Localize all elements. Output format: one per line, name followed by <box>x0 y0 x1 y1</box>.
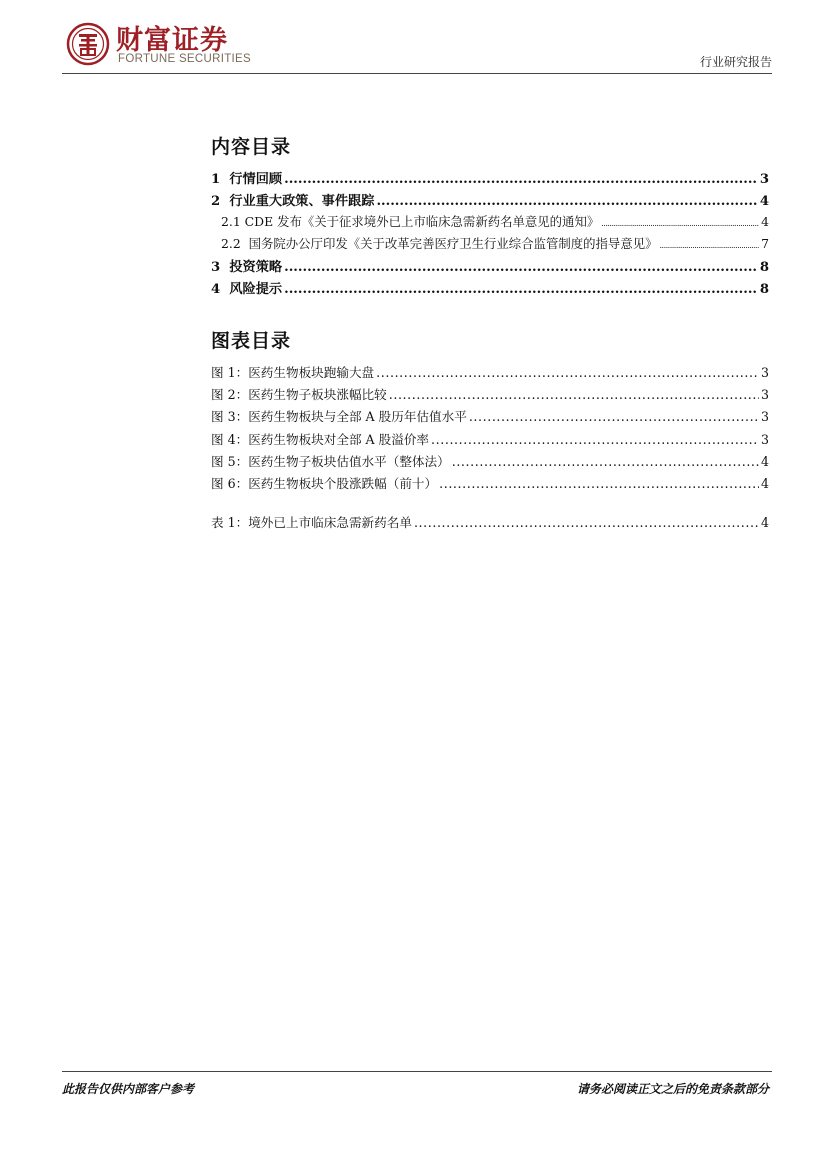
figure-title: 图 1：医药生物板块跑输大盘 <box>211 365 375 380</box>
figure-title: 图 3：医药生物板块与全部 A 股历年估值水平 <box>211 409 467 425</box>
toc-leader <box>660 241 760 250</box>
figure-page: 4 <box>760 453 769 469</box>
footer-divider <box>62 1071 772 1072</box>
figures-list <box>211 362 769 495</box>
figure-title: 图 2：医药生物子板块涨幅比较 <box>211 387 387 403</box>
contents-list <box>211 168 769 300</box>
figure-leader <box>389 387 759 402</box>
toc-entry[interactable] <box>211 278 769 300</box>
logo-english-name: FORTUNE SECURITIES <box>118 53 251 65</box>
table-page: 4 <box>760 515 769 530</box>
table-title: 表 1：境外已上市临床急需新药名单 <box>211 515 412 530</box>
footer-disclaimer-left: 此报告仅供内部客户参考 <box>62 1082 195 1096</box>
header-divider <box>62 73 772 74</box>
figure-entry[interactable] <box>211 473 769 495</box>
figure-entry[interactable] <box>211 406 769 428</box>
figure-title: 图 6：医药生物板块个股涨跌幅（前十） <box>211 475 438 491</box>
figure-title: 图 4：医药生物板块对全部 A 股溢价率 <box>211 431 430 447</box>
figure-page: 3 <box>760 431 769 447</box>
figure-page: 3 <box>760 365 769 380</box>
toc-title: 投资策略 <box>229 260 283 275</box>
toc-leader <box>284 282 758 297</box>
toc-entry[interactable] <box>211 256 769 278</box>
figure-entry[interactable] <box>211 362 769 384</box>
footer-disclaimer-right: 请务必阅读正文之后的免责条款部分 <box>576 1082 769 1096</box>
toc-number: 2.2 <box>221 236 241 251</box>
tables-list <box>211 512 769 534</box>
toc-page: 4 <box>761 214 769 229</box>
toc-page: 7 <box>761 236 769 251</box>
report-type-label: 行业研究报告 <box>699 55 772 69</box>
figure-page: 3 <box>760 409 769 425</box>
figure-title: 图 5：医药生物子板块估值水平（整体法） <box>211 453 450 469</box>
figure-entry[interactable] <box>211 451 769 473</box>
logo-chinese-name: 财富证券 <box>116 25 228 56</box>
figure-entry[interactable] <box>211 384 769 406</box>
toc-title: 行业重大政策、事件跟踪 <box>229 194 375 209</box>
toc-entry[interactable] <box>211 212 769 234</box>
figure-leader <box>452 454 759 469</box>
toc-leader <box>376 194 757 209</box>
toc-number: 1 <box>211 172 221 187</box>
toc-title: 风险提示 <box>229 282 283 297</box>
toc-entry[interactable] <box>211 190 769 212</box>
figure-page: 4 <box>760 475 769 491</box>
toc-leader <box>284 260 758 275</box>
contents-title: 内容目录 <box>211 136 292 158</box>
toc-leader <box>284 172 758 187</box>
figure-leader <box>469 409 759 424</box>
toc-page: 3 <box>759 172 769 187</box>
toc-entry[interactable] <box>211 168 769 190</box>
toc-number: 4 <box>211 282 221 297</box>
toc-page: 4 <box>759 194 769 209</box>
toc-page: 8 <box>759 260 769 275</box>
toc-number: 2.1 <box>221 214 241 229</box>
toc-title: 国务院办公厅印发《关于改革完善医疗卫生行业综合监管制度的指导意见》 <box>248 236 658 251</box>
toc-number: 2 <box>211 194 221 209</box>
figure-leader <box>439 476 759 491</box>
figure-leader <box>376 365 759 380</box>
toc-leader <box>601 219 759 228</box>
toc-page: 8 <box>759 282 769 297</box>
page-header <box>62 18 772 74</box>
table-leader <box>414 515 759 530</box>
toc-title: CDE 发布《关于征求境外已上市临床急需新药名单意见的通知》 <box>244 214 600 229</box>
toc-title: 行情回顾 <box>229 172 283 187</box>
figure-page: 3 <box>760 387 769 403</box>
figure-entry[interactable] <box>211 429 769 451</box>
toc-entry[interactable] <box>211 234 769 256</box>
table-entry[interactable] <box>211 512 769 534</box>
fortune-securities-logo-icon <box>66 22 110 66</box>
figures-title: 图表目录 <box>211 330 292 352</box>
figure-leader <box>431 432 759 447</box>
toc-number: 3 <box>211 260 221 275</box>
